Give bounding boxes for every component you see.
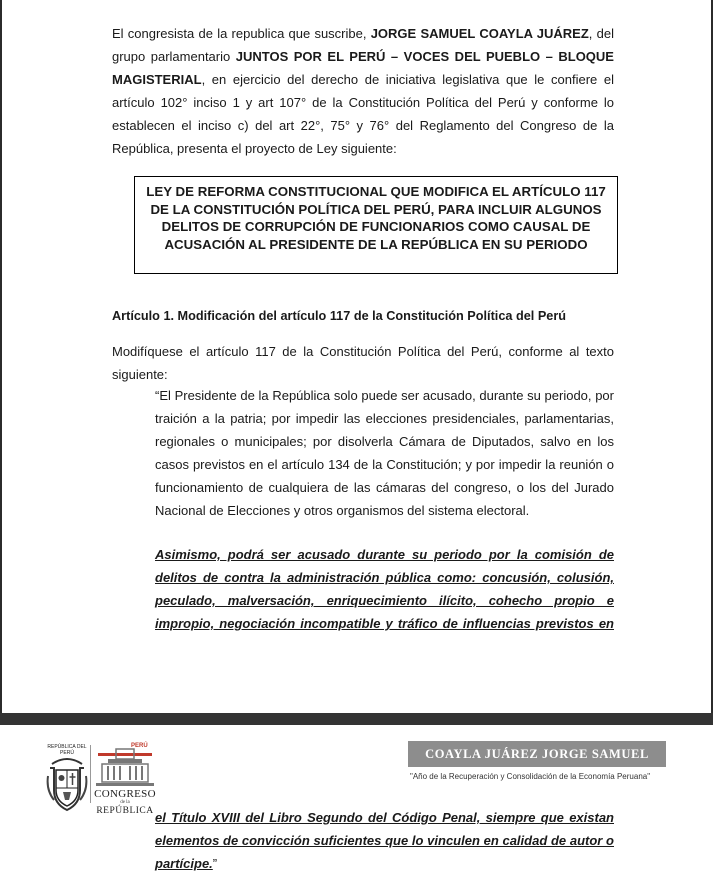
article-117-quote: “El Presidente de la República solo puede ser acusado, durante su periodo, por traición a la patria; por impedir las elecciones presidenciales, parlamentarias, regionales o municipales; por disolverla Cámara de Diputados, salvo en los casos previstos en el artículo 134 de la Constitución; y por impedir la reunión o funcionamiento de cualquiera de las cámaras del congreso, o los del Jurado Nacional de Elecciones y otros organismos del sistema electoral. bbox=[155, 388, 614, 518]
intro-paragraph bbox=[112, 22, 614, 160]
addition-text-2: el Título XVIII del Libro Segundo del Código Penal, siempre que existan elementos de convicción suficientes que lo vinculen en calidad de autor o partícipe. bbox=[155, 810, 614, 871]
article-addition-part-1 bbox=[155, 543, 614, 658]
page-header bbox=[0, 725, 713, 816]
year-motto: "Año de la Recuperación y Consolidación de la Economía Peruana" bbox=[410, 772, 651, 781]
intro-text-2: , del grupo parlamentario bbox=[112, 26, 614, 64]
coat-label: REPÚBLICA DEL PERÚ bbox=[47, 744, 87, 756]
congreso-wordmark: CONGRESO bbox=[94, 788, 156, 800]
intro-text-1: El congresista de la republica que suscribe, bbox=[112, 26, 371, 41]
republica-wordmark: REPÚBLICA bbox=[96, 806, 154, 816]
peru-tag: PERÚ bbox=[131, 743, 148, 749]
congressman-name-banner: COAYLA JUÁREZ JORGE SAMUEL bbox=[408, 741, 666, 767]
congreso-logo bbox=[94, 743, 156, 816]
coat-of-arms bbox=[46, 744, 88, 814]
logo-divider bbox=[90, 745, 91, 803]
page-edge-left bbox=[0, 0, 2, 715]
de-la-wordmark: de la bbox=[120, 800, 130, 805]
article-1-lead: Modifíquese el artículo 117 de la Constitución Política del Perú, conforme al texto siguiente: bbox=[112, 344, 614, 382]
party-name: JUNTOS POR EL PERÚ – VOCES DEL PUEBLO – BLOQUE MAGISTERIAL bbox=[112, 49, 614, 87]
article-1-heading: Artículo 1. Modificación del artículo 117 de la Constitución Política del Perú bbox=[112, 309, 567, 323]
intro-text-3: , en ejercicio del derecho de iniciativa legislativa que le confiere el artículo 102° inciso 1 y art 107° de la Constitución Política del Perú y conforme lo establecen el inciso c) del art 22°, 75° y 76° del Reglamento del Congreso de la República, presenta el proyecto de Ley siguiente: bbox=[112, 72, 614, 156]
congress-building-icon bbox=[94, 745, 156, 789]
coat-of-arms-icon bbox=[46, 756, 88, 814]
closing-quote: ” bbox=[212, 856, 218, 871]
addition-text-1: Asimismo, podrá ser acusado durante su periodo por la comisión de delitos de contra la administración pública como: concusión, colusión, peculado, malversación, enriquecimiento ilícito, cohecho propio e impropio, negociación incompatible y tráfico de influencias previstos en bbox=[155, 547, 614, 631]
article-addition-part-2 bbox=[155, 806, 614, 875]
author-name: JORGE SAMUEL COAYLA JUÁREZ bbox=[370, 26, 589, 41]
law-title-box: LEY DE REFORMA CONSTITUCIONAL QUE MODIFICA EL ARTÍCULO 117 DE LA CONSTITUCIÓN POLÍTICA DEL PERÚ, PARA INCLUIR ALGUNOS DELITOS DE CORRUPCIÓN DE FUNCIONARIOS COMO CAUSAL DE ACUSACIÓN AL PRESIDENTE DE LA REPÚBLICA EN SU PERIODO bbox=[134, 176, 618, 274]
page-break bbox=[0, 713, 713, 725]
